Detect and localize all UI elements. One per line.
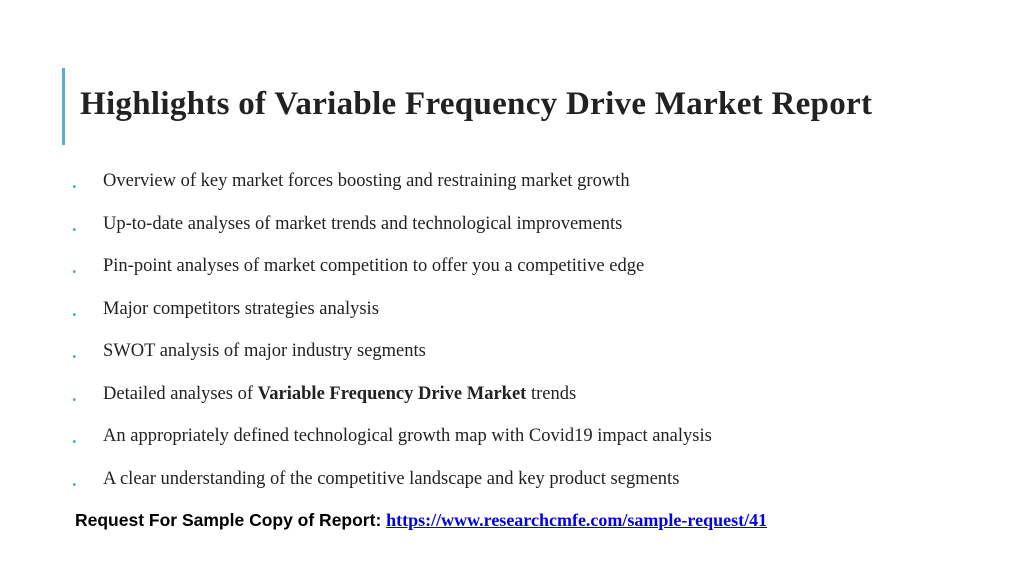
list-item-text: Pin-point analyses of market competition to offer you a competitive edge xyxy=(103,256,645,276)
list-item-text: Up-to-date analyses of market trends and technological improvements xyxy=(103,213,623,234)
sample-request-label: Request For Sample Copy of Report: xyxy=(75,510,387,530)
list-item-text: SWOT analysis of major industry segments xyxy=(103,341,426,361)
list-item-prefix: Detailed analyses of xyxy=(103,383,258,404)
list-item-text: Major competitors strategies analysis xyxy=(103,298,379,319)
list-item-text: Overview of key market forces boosting and restraining market growth xyxy=(103,171,630,191)
page-title: Highlights of Variable Frequency Drive Market Report xyxy=(80,86,873,122)
list-item-text: An appropriately defined technological growth map with Covid19 impact analysis xyxy=(103,426,712,446)
bullet-icon: • xyxy=(72,221,77,237)
list-item-text xyxy=(103,383,576,405)
bullet-icon: • xyxy=(72,434,77,449)
sample-request-link[interactable]: https://www.researchcmfe.com/sample-request/41 xyxy=(386,510,768,530)
title-accent-bar xyxy=(62,68,65,145)
list-item-text: A clear understanding of the competitive landscape and key product segments xyxy=(103,468,680,489)
bullet-icon: • xyxy=(72,476,77,492)
sample-request-line xyxy=(75,510,767,531)
list-item-suffix: trends xyxy=(526,383,577,404)
bullet-icon: • xyxy=(72,306,77,322)
bullet-icon: • xyxy=(72,264,77,279)
bullet-icon: • xyxy=(72,349,77,364)
bullet-icon: • xyxy=(72,391,77,407)
bullet-icon: • xyxy=(72,179,77,194)
market-name: Variable Frequency Drive Market xyxy=(257,383,527,404)
